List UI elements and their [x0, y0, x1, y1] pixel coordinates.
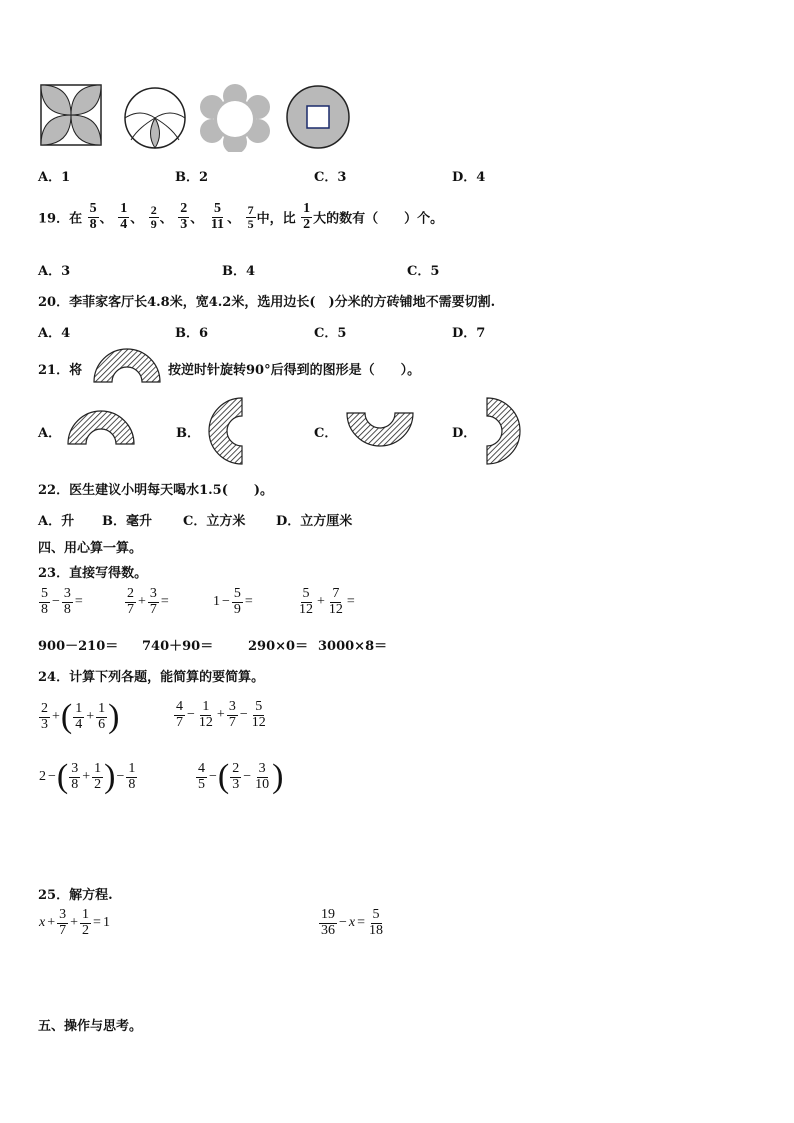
arch-left-shape	[205, 396, 245, 466]
q22-option-a[interactable]: A．升	[38, 514, 75, 529]
q19-lead: 在	[69, 211, 83, 227]
arch-down-shape	[345, 410, 415, 450]
q21-option-b[interactable]: B．	[176, 426, 200, 441]
q18-option-d[interactable]: D．4	[452, 170, 486, 185]
q22-option-c[interactable]: C．立方米	[183, 514, 246, 529]
q20-question: 20．李菲家客厅长4.8米，宽4.2米，选用边长( )分米的方砖铺地不需要切割.	[38, 295, 496, 310]
q24-title: 24．计算下列各题，能简算的要简算。	[38, 670, 265, 685]
q19-option-b[interactable]: B．4	[222, 264, 256, 279]
q18-option-c[interactable]: C．3	[314, 170, 347, 185]
q18-option-b[interactable]: B．2	[175, 170, 209, 185]
q19-separator: 、	[130, 211, 144, 227]
q19-question	[38, 202, 443, 232]
q24-expr-2: $\frac{4}{7}$ − $\frac{1}{12}$ + $\frac{3}{7}$ − $\frac{5}{12}$	[176, 699, 266, 730]
q19-fraction: $\frac{2}{9}$	[150, 203, 157, 231]
arch-up-shape	[66, 407, 136, 447]
q19-separator: 、	[190, 211, 204, 227]
q18-figures-svg	[38, 82, 358, 152]
figure-coin	[287, 86, 349, 148]
q25-equation-2: $\frac{19}{36}$ − x = $\frac{5}{18}$	[321, 907, 384, 938]
q20-option-c[interactable]: C．5	[314, 326, 347, 341]
q21-source-shape	[92, 345, 162, 385]
figure-square-petals	[41, 85, 101, 145]
q22-question: 22．医生建议小明每天喝水1.5( )。	[38, 483, 274, 498]
q19-fraction: $\frac{1}{4}$	[120, 201, 128, 232]
q19-separator: 、	[227, 211, 241, 227]
q20-option-d[interactable]: D．7	[452, 326, 486, 341]
q24-expr-1: $\frac{2}{3}$ +( $\frac{1}{4}$ + $\frac{1}{6}$ )	[41, 698, 120, 735]
q19-number: 19．	[38, 211, 70, 227]
q19-mid: 中，比	[256, 211, 296, 227]
q21-option-d-shape[interactable]	[484, 396, 524, 466]
q25-title: 25．解方程.	[38, 888, 113, 903]
q23-int-expr: 740＋90＝	[142, 639, 214, 654]
q23-expr-3: 1 − $\frac{5}{9}$ =	[213, 586, 253, 617]
q23-int-expr: 3000×8＝	[318, 639, 388, 654]
q19-separator: 、	[99, 211, 113, 227]
q23-int-expr: 290×0＝	[248, 639, 309, 654]
q19-option-a[interactable]: A．3	[38, 264, 71, 279]
q19-fraction: $\frac{7}{5}$	[247, 203, 254, 231]
q21-lead: 21．将	[38, 363, 83, 378]
q22-option-d[interactable]: D．立方厘米	[276, 514, 353, 529]
q23-expr-2: $\frac{2}{7}$ + $\frac{3}{7}$ =	[127, 586, 169, 617]
q19-fraction: $\frac{2}{3}$	[180, 201, 188, 232]
figure-circle-lens	[125, 88, 185, 148]
q19-fraction: $\frac{5}{8}$	[89, 201, 97, 232]
section-5-title: 五、操作与思考。	[38, 1019, 143, 1034]
q22-option-b[interactable]: B．毫升	[102, 514, 152, 529]
arch-right-shape	[484, 396, 524, 466]
q19-fraction: $\frac{5}{11}$	[210, 201, 225, 232]
q20-option-b[interactable]: B．6	[175, 326, 209, 341]
q21-option-b-shape[interactable]	[205, 396, 245, 466]
q23-int-expr: 900－210＝	[38, 639, 119, 654]
q24-expr-3: 2 −( $\frac{3}{8}$ + $\frac{1}{2}$ )− $\frac{1}{8}$	[39, 758, 136, 795]
arch-up-shape	[92, 345, 162, 385]
q20-option-a[interactable]: A．4	[38, 326, 71, 341]
q21-option-c-shape[interactable]	[345, 410, 415, 450]
q23-expr-4: $\frac{5}{12}$ + $\frac{7}{12}$ =	[299, 586, 355, 617]
q19-compare-fraction: $\frac{1}{2}$	[303, 201, 311, 232]
q21-option-d[interactable]: D．	[452, 426, 477, 441]
q23-title: 23．直接写得数。	[38, 566, 148, 581]
q18-option-a[interactable]: A．1	[38, 170, 71, 185]
q25-equation-1: x + $\frac{3}{7}$ + $\frac{1}{2}$ = 1	[39, 907, 110, 938]
q19-separator: 、	[159, 211, 173, 227]
figure-flower	[200, 84, 270, 152]
q21-option-c[interactable]: C．	[314, 426, 338, 441]
q21-tail: 按逆时针旋转90°后得到的图形是（ ）。	[168, 363, 421, 378]
q18-figures	[38, 82, 358, 152]
q19-tail: 大的数有（ ）个。	[313, 211, 444, 227]
section-4-title: 四、用心算一算。	[38, 541, 143, 556]
q24-expr-4: $\frac{4}{5}$ −( $\frac{2}{3}$ − $\frac{3}{10}$ )	[198, 758, 284, 795]
q21-option-a[interactable]: A．	[38, 426, 62, 441]
q23-expr-1: $\frac{5}{8}$ − $\frac{3}{8}$ =	[41, 586, 83, 617]
q21-option-a-shape[interactable]	[66, 407, 136, 447]
q19-option-c[interactable]: C．5	[407, 264, 440, 279]
